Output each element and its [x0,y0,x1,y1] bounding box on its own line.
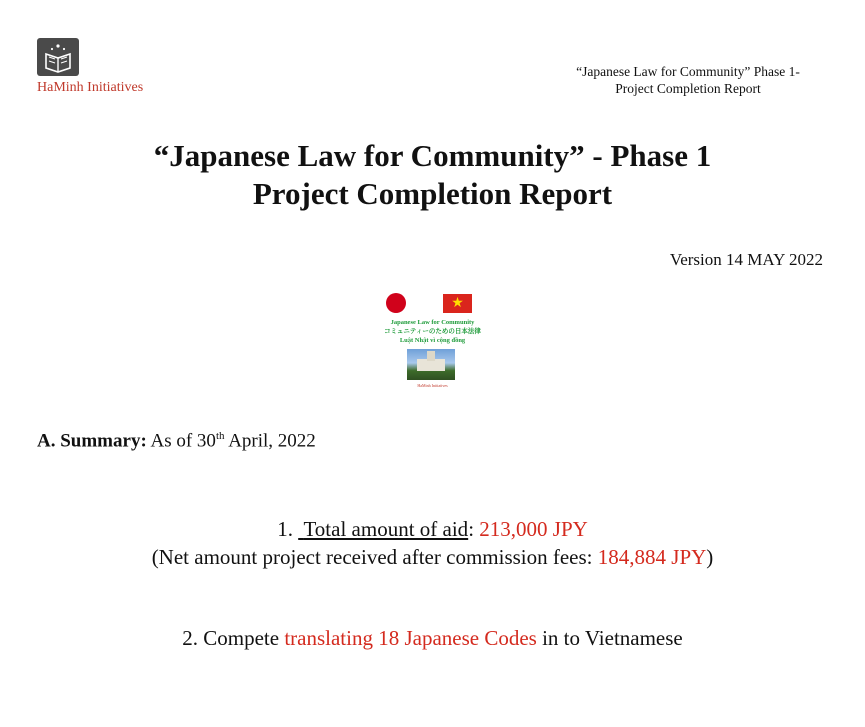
item2-post: in to Vietnamese [536,626,683,650]
summary-date-pre: As of 30 [150,430,216,452]
document-title-line2: Project Completion Report [252,176,613,211]
project-logo-line3: Luật Nhật vì cộng đồng [399,337,466,344]
aid-total-colon: : [468,517,475,541]
net-amount-value: 184,884 JPY [597,545,707,569]
net-amount-close: ) [706,545,714,569]
summary-date-sup: th [215,430,225,442]
aid-total-amount: 213,000 JPY [479,517,588,541]
building-tower [427,351,435,361]
project-logo [370,290,495,392]
project-logo-text [370,318,495,345]
running-header-line2: Project Completion Report [615,81,761,96]
summary-line [37,430,316,452]
japan-flag-icon [386,293,406,313]
project-logo-caption: HaMinh Initiatives [417,383,448,388]
item2-highlight: translating 18 Japanese Codes [284,626,537,650]
net-amount-label: (Net amount project received after commission fees: [151,545,598,569]
running-header [553,63,823,97]
version-label: Version 14 MAY 2022 [669,250,823,269]
star-icon: ★ [451,296,464,311]
aid-total-line [0,515,865,543]
project-logo-line2: コミュニティーのための日本法律 [384,328,481,335]
project-logo-line1: Japanese Law for Community [390,319,475,326]
open-book-stars-icon [37,38,79,76]
running-header-line1: “Japanese Law for Community” Phase 1- [576,64,800,79]
item-number: 1. [277,517,293,541]
summary-date-post: April, 2022 [228,430,316,452]
diet-building-photo [407,349,455,380]
aid-total-label: Total amount of aid [303,517,469,541]
summary-item-2 [0,624,865,652]
org-name: HaMinh Initiatives [37,80,144,95]
document-title [0,137,865,213]
org-logo [37,38,79,76]
vietnam-flag-icon [443,294,472,313]
summary-item-1 [0,515,865,571]
document-title-line1: “Japanese Law for Community” - Phase 1 [153,138,712,173]
item2-pre: 2. Compete [182,626,285,650]
net-amount-line [0,543,865,571]
summary-label: A. Summary: [37,430,147,452]
